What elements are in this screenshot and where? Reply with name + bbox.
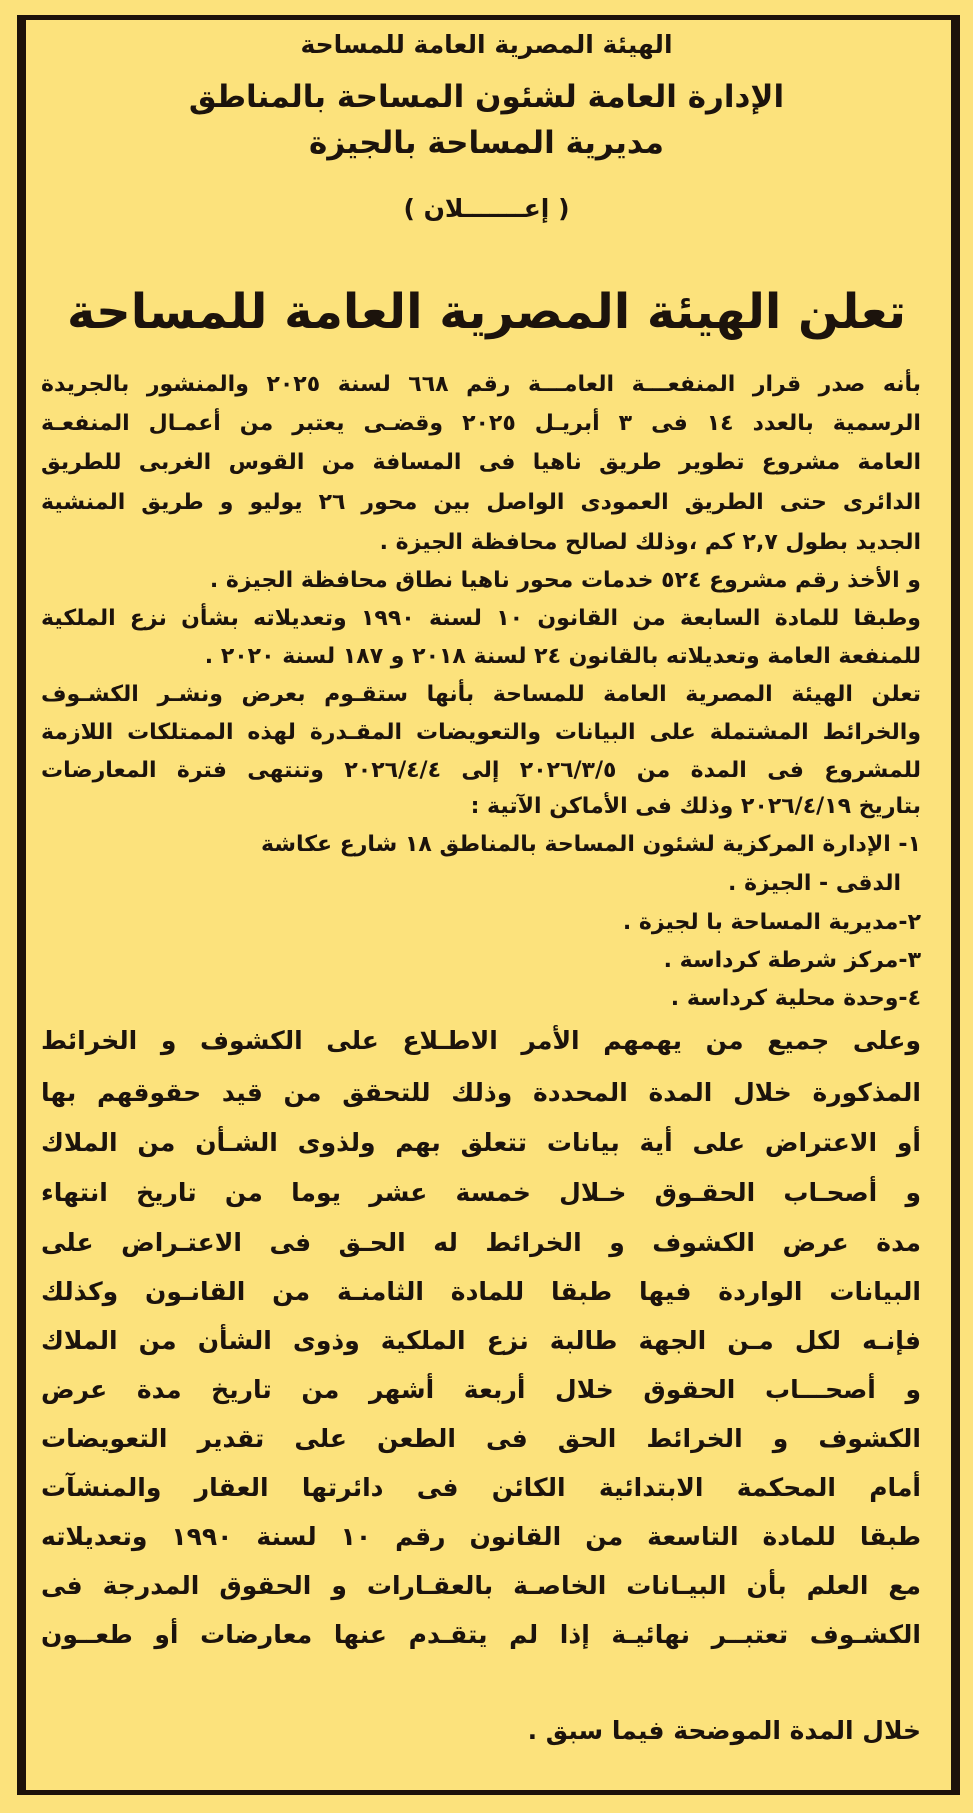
- closing-line: البيانات الواردة فيها طبقا للمادة الثامنـة من القانـون وكذلك: [41, 1277, 921, 1306]
- closing-line: مع العلم بأن البيـانات الخاصـة بالعقـارات و الحقوق المدرجة فى: [41, 1571, 921, 1600]
- closing-line: و أصحـــاب الحقوق خلال أربعة أشهر من تاريخ مدة عرض: [41, 1375, 921, 1404]
- header-authority: الهيئة المصرية العامة للمساحة: [300, 30, 673, 59]
- closing-line: وعلى جميع من يهمهم الأمر الاطـلاع على الكشوف و الخرائط: [41, 1026, 921, 1055]
- body-line: تعلن الهيئة المصرية العامة للمساحة بأنها ستقـوم بعرض ونشـر الكشـوف: [41, 682, 921, 707]
- body-line: و الأخذ رقم مشروع ٥٢٤ خدمات محور ناهيا نطاق محافظة الجيزة .: [209, 568, 921, 593]
- body-line: وطبقا للمادة السابعة من القانون ١٠ لسنة ١٩٩٠ وتعديلاته بشأن نزع الملكية: [41, 606, 921, 631]
- closing-line: فإنـه لكل مـن الجهة طالبة نزع الملكية وذوى الشأن من الملاك: [41, 1326, 921, 1355]
- place-item: الدقى - الجيزة .: [728, 871, 901, 896]
- closing-line: المذكورة خلال المدة المحددة وذلك للتحقق من قيد حقوقهم بها: [41, 1078, 921, 1107]
- body-line: بأنه صدر قرار المنفعـــة العامـــة رقم ٦٦٨ لسنة ٢٠٢٥ والمنشور بالجريدة: [41, 372, 921, 397]
- closing-line: الكشـوف تعتبــر نهائيـة إذا لم يتقـدم عنها معارضات أو طعــون: [41, 1620, 921, 1649]
- body-line: والخرائط المشتملة على البيانات والتعويضات المقـدرة لهذه الممتلكات اللازمة: [41, 720, 921, 745]
- announcement-label: ( إعـــــــلان ): [403, 194, 570, 223]
- closing-line: الكشوف و الخرائط الحق فى الطعن على تقدير التعويضات: [41, 1424, 921, 1453]
- place-item: ١- الإدارة المركزية لشئون المساحة بالمناطق ١٨ شارع عكاشة: [261, 832, 921, 857]
- place-item: ٢-مديرية المساحة با لجيزة .: [622, 910, 921, 935]
- body-line: الرسمية بالعدد ١٤ فى ٣ أبريـل ٢٠٢٥ وقضـى يعتبر من أعمـال المنفعـة: [41, 411, 921, 436]
- body-line: للمشروع فى المدة من ٢٠٢٦/٣/٥ إلى ٢٠٢٦/٤/٤ وتنتهى فترة المعارضات: [41, 758, 921, 783]
- header-department: الإدارة العامة لشئون المساحة بالمناطق: [188, 79, 785, 115]
- closing-line: أمام المحكمة الابتدائية الكائن فى دائرتها العقار والمنشآت: [41, 1473, 921, 1502]
- closing-line: خلال المدة الموضحة فيما سبق .: [527, 1716, 921, 1745]
- closing-line: طبقا للمادة التاسعة من القانون رقم ١٠ لسنة ١٩٩٠ وتعديلاته: [41, 1522, 921, 1551]
- body-line: الجديد بطول ٢,٧ كم ،وذلك لصالح محافظة الجيزة .: [379, 530, 921, 555]
- closing-line: أو الاعتراض على أية بيانات تتعلق بهم ولذوى الشـأن من الملاك: [41, 1128, 921, 1157]
- closing-line: مدة عرض الكشوف و الخرائط له الحـق فى الاعتـراض على: [41, 1228, 921, 1257]
- place-item: ٤-وحدة محلية كرداسة .: [670, 986, 921, 1011]
- closing-line: و أصحـاب الحقـوق خـلال خمسة عشر يوما من تاريخ انتهاء: [41, 1178, 921, 1207]
- notice-title: تعلن الهيئة المصرية العامة للمساحة: [67, 284, 906, 340]
- body-line: الدائرى حتى الطريق العمودى الواصل بين محور ٢٦ يوليو و طريق المنشية: [41, 490, 921, 515]
- header-directorate: مديرية المساحة بالجيزة: [309, 125, 664, 161]
- place-item: ٣-مركز شرطة كرداسة .: [663, 948, 921, 973]
- body-line: بتاريخ ٢٠٢٦/٤/١٩ وذلك فى الأماكن الآتية :: [470, 794, 921, 819]
- body-line: العامة مشروع تطوير طريق ناهيا فى المسافة من القوس الغربى للطريق: [41, 450, 921, 475]
- body-line: للمنفعة العامة وتعديلاته بالقانون ٢٤ لسنة ٢٠١٨ و ١٨٧ لسنة ٢٠٢٠ .: [204, 644, 921, 669]
